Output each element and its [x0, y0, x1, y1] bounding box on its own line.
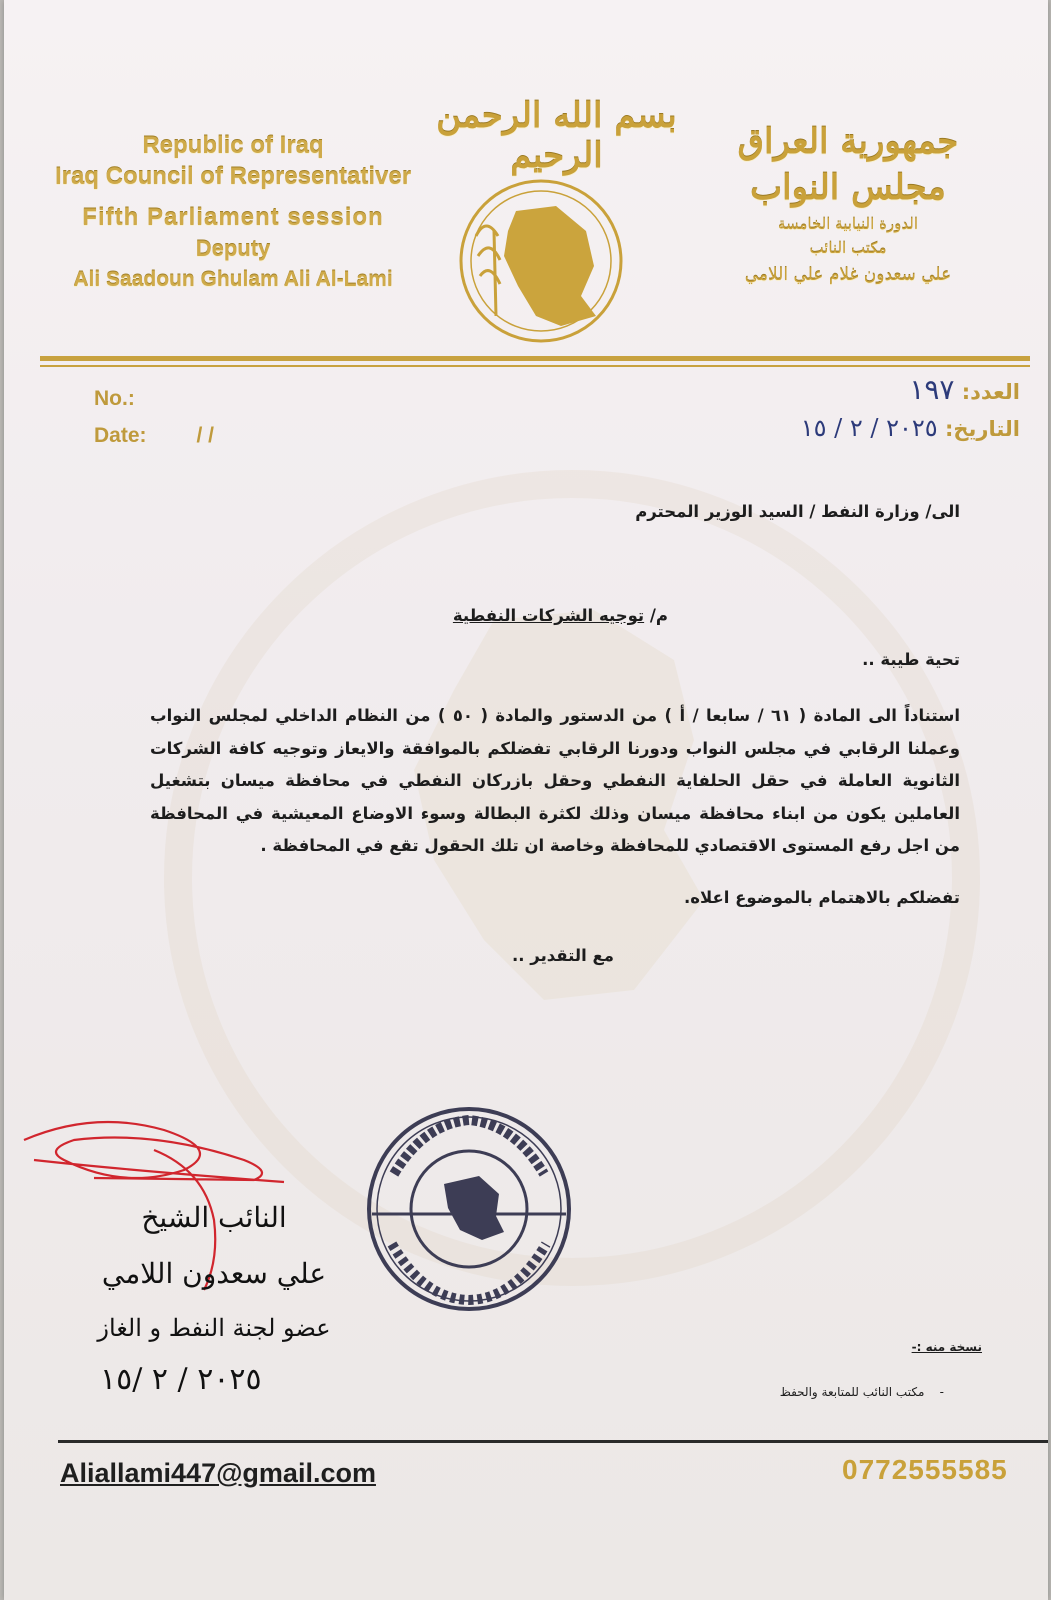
date-placeholder-en: / / — [196, 424, 215, 447]
basmala-calligraphy: بسم الله الرحمن الرحيم — [436, 96, 677, 176]
official-stamp-icon — [364, 1104, 574, 1314]
header-en-name: Ali Saadoun Ghulam Ali Al-Lami — [73, 268, 393, 291]
signature-role: عضو لجنة النفط و الغاز — [97, 1314, 331, 1342]
recipient-line: الى/ وزارة النفط / السيد الوزير المحترم — [635, 502, 960, 521]
signature-title: النائب الشيخ — [141, 1201, 287, 1234]
header-en-role: Deputy — [195, 236, 271, 261]
letter-sheet — [4, 0, 1048, 1600]
copy-item-text: مكتب النائب للمتابعة والحفظ — [779, 1385, 925, 1399]
meta-english — [94, 380, 214, 454]
parliament-emblem-icon — [456, 176, 626, 346]
header-en-session: Fifth Parliament session — [82, 204, 384, 231]
header-en-country: Republic of Iraq — [142, 132, 324, 159]
header-en-council: Iraq Council of Representativer — [54, 163, 412, 190]
signature-date: ٢٠٢٥ / ٢ /١٥ — [100, 1362, 262, 1397]
header-ar-council: مجلس النواب — [750, 168, 946, 208]
number-value-handwritten: ١٩٧ — [909, 373, 955, 406]
header-english — [48, 130, 418, 295]
body-paragraph: استناداً الى المادة ( ٦١ / سابعا / أ ) من الدستور والمادة ( ٥٠ ) من النظام الداخلي لمجلس النواب وعملنا الرقابي في مجلس النواب ودورنا الرقابي تفضلكم بالموافقة والايعاز وتوجيه كافة الشركات الثانوية العاملة في حقل الحلفاية النفطي وحقل بازركان النفطي في محافظة ميسان بتشغيل العاملين يكون من ابناء محافظة ميسان وذلك لكثرة البطالة وسوء الاوضاع المعيشية في المحافظة من اجل رفع المستوى الاقتصادي للمحافظة وخاصة ان تلك الحقول تقع في المحافظة . — [150, 706, 960, 855]
number-label-en: No.: — [94, 387, 135, 410]
date-label-ar: التاريخ: — [944, 417, 1020, 441]
number-label-ar: العدد: — [961, 380, 1020, 404]
signature-name: علي سعدون اللامي — [101, 1257, 327, 1290]
footer-divider — [58, 1440, 1048, 1443]
header-ar-country: جمهورية العراق — [737, 122, 959, 162]
header-ar-office: مكتب النائب — [809, 239, 887, 257]
subject-text: توجيه الشركات النفطية — [452, 606, 645, 625]
subject-line — [453, 606, 668, 625]
closing-request: تفضلكم بالاهتمام بالموضوع اعلاه. — [683, 888, 960, 907]
subject-prefix: م/ — [649, 606, 668, 625]
date-value-handwritten: ٢٠٢٥ / ٢ / ١٥ — [800, 414, 938, 442]
greeting: تحية طيبة .. — [862, 650, 960, 669]
header-divider-thin — [40, 365, 1030, 367]
footer-email: Aliallami447@gmail.com — [60, 1458, 376, 1488]
meta-arabic — [801, 372, 1020, 447]
date-label-en: Date: — [94, 424, 147, 447]
copy-item: - مكتب النائب للمتابعة والحفظ — [779, 1385, 944, 1399]
signature-block — [64, 1190, 364, 1354]
header-arabic — [698, 120, 998, 290]
footer-phone: 0772555585 — [842, 1454, 1008, 1485]
header-ar-session: الدورة النيابية الخامسة — [777, 215, 919, 233]
header-divider-thick — [40, 356, 1030, 361]
copy-label: نسخة منه :- — [911, 1340, 982, 1354]
header-ar-name: علي سعدون غلام علي اللامي — [744, 265, 952, 285]
regards-line: مع التقدير .. — [512, 946, 614, 965]
